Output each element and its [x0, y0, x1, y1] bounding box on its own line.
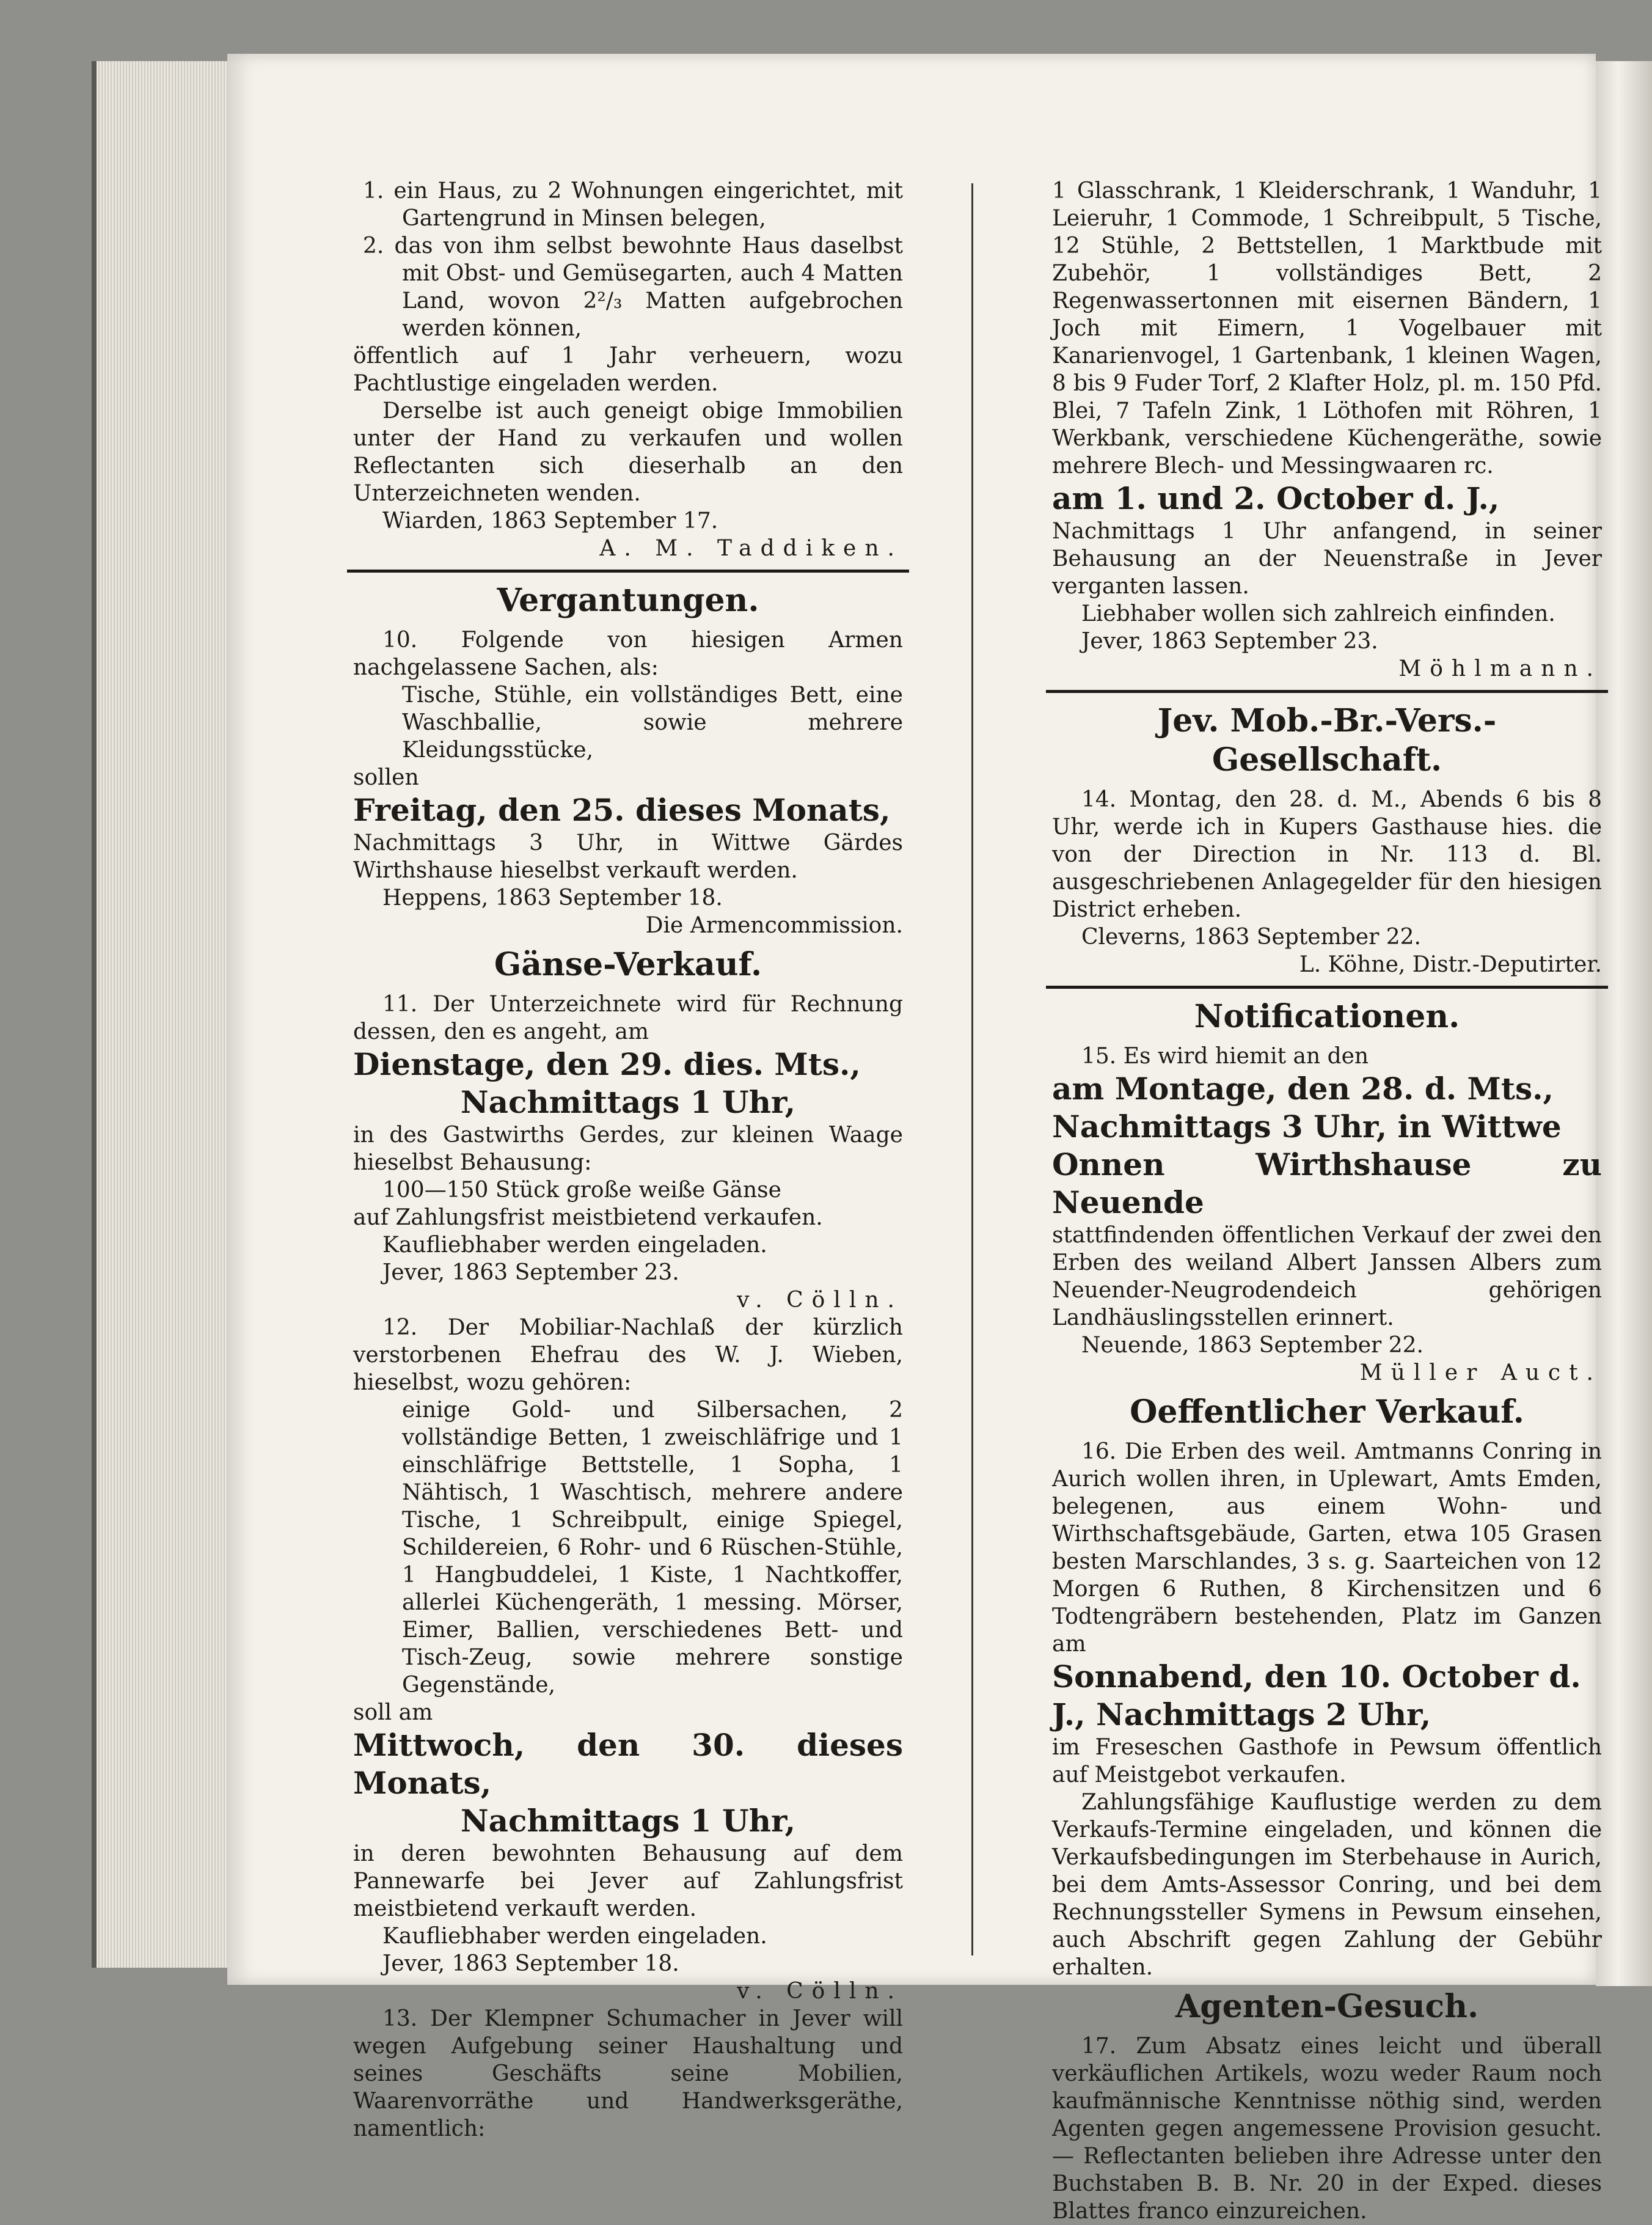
heading-agenten-gesuch: Agenten-Gesuch. — [1175, 1988, 1479, 2025]
ad11-date-1: Dienstage, den 29. dies. Mts., — [353, 1046, 861, 1082]
ad1-place: Wiarden, 1863 September 17. — [382, 508, 718, 533]
ad10-place: Heppens, 1863 September 18. — [382, 885, 723, 911]
ad14-signature: L. Köhne, Distr.-Deputirter. — [1299, 952, 1602, 977]
ad15-big-1: am Montage, den 28. d. Mts., — [1052, 1071, 1554, 1107]
heading-vergantungen: Vergantungen. — [497, 582, 759, 619]
column-divider — [971, 183, 973, 1956]
section-rule — [1046, 986, 1608, 989]
ad14-place: Cleverns, 1863 September 22. — [1081, 925, 1421, 950]
ad12-date-1: Mittwoch, den 30. dieses Monats, — [353, 1727, 903, 1801]
ad15-signature: Müller Auct. — [1359, 1360, 1602, 1385]
ad1-text: öffentlich auf 1 Jahr verheuern, wozu Pachtlustige eingeladen werden. — [353, 343, 903, 396]
ad12-text: in deren bewohnten Behausung auf dem Pannewarfe bei Jever auf Zahlungsfrist meistbietend verkauft werden. — [353, 1841, 903, 1921]
ad1-signature: A. M. Taddiken. — [599, 536, 903, 561]
ad11-intro: 11. Der Unterzeichnete wird für Rechnung dessen, den es angeht, am — [353, 992, 903, 1044]
ad16-big-1: Sonnabend, den 10. October d. — [1052, 1659, 1581, 1695]
ad15-text: stattfindenden öffentlichen Verkauf der zwei den Erben des weiland Albert Janssen Albers zum Neuender-Neugrodendeich gehörigen Landhäuslingsstellen erinnert. — [1052, 1223, 1602, 1330]
ad16-text-2: im Freseschen Gasthofe in Pewsum öffentlich auf Meistgebot verkaufen. — [1052, 1735, 1602, 1787]
ad16-text: 16. Die Erben des weil. Amtmanns Conring in Aurich wollen ihren, in Uplewart, Amts Emden, belegenen, aus einem Wohn- und Wirthschaftsgebäude, Garten, etwa 105 Grasen besten Marschlandes, 3 s. g. Saarteichen von 12 Morgen 6 Ruthen, 8 Kirchensitzen und 6 Todtengräbern bestehenden, Platz im Ganzen am — [1052, 1439, 1602, 1657]
ad10-date: Freitag, den 25. dieses Monats, — [353, 792, 891, 828]
ad1-item-1: 1. ein Haus, zu 2 Wohnungen eingerichtet, mit Gartengrund in Minsen belegen, — [363, 178, 903, 231]
ad15-big-2: Nachmittags 3 Uhr, in Wittwe — [1052, 1109, 1562, 1145]
heading-gaense-verkauf: Gänse-Verkauf. — [494, 946, 762, 983]
ad11-date-2: Nachmittags 1 Uhr, — [460, 1084, 796, 1120]
ad11-signature: v. Cölln. — [737, 1288, 903, 1313]
ad1-text-2: Derselbe ist auch geneigt obige Immobilien unter der Hand zu verkaufen und wollen Reflectanten sich dieserhalb an den Unterzeichneten wenden. — [353, 398, 903, 506]
ad13-text-right: Nachmittags 1 Uhr anfangend, in seiner Behausung an der Neuenstraße in Jever verganten lassen. — [1052, 519, 1602, 599]
ad11-text-2: auf Zahlungsfrist meistbietend verkaufen. — [353, 1205, 823, 1230]
ad13-date: am 1. und 2. October d. J., — [1052, 480, 1500, 516]
ad11-goods: 100—150 Stück große weiße Gänse — [382, 1178, 781, 1203]
ad10-sollen: sollen — [353, 765, 419, 790]
ad13-text-2: Liebhaber wollen sich zahlreich einfinden. — [1081, 601, 1555, 626]
ad12-signature: v. Cölln. — [737, 1979, 903, 2004]
ad1-item-2: 2. das von ihm selbst bewohnte Haus daselbst mit Obst- und Gemüsegarten, auch 4 Matten Land, wovon 2²/₃ Matten aufgebrochen werden können, — [363, 233, 903, 341]
ad11-text-1: in des Gastwirths Gerdes, zur kleinen Waage hieselbst Behausung: — [353, 1123, 903, 1175]
book-spine-edge — [1596, 61, 1652, 1986]
ad12-date-2: Nachmittags 1 Uhr, — [460, 1803, 796, 1839]
ad11-text-3: Kaufliebhaber werden eingeladen. — [382, 1233, 767, 1258]
ad15-intro: 15. Es wird hiemit an den — [1081, 1044, 1369, 1069]
ad14-text: 14. Montag, den 28. d. M., Abends 6 bis 8 Uhr, werde ich in Kupers Gasthause hies. die von der Direction in Nr. 113 d. Bl. ausgeschriebenen Anlagegelder für den hiesigen District erheben. — [1052, 787, 1602, 922]
left-column — [353, 177, 903, 2143]
ad16-text-3: Zahlungsfähige Kauflustige werden zu dem Verkaufs-Termine eingeladen, und können die Verkaufsbedingungen im Sterbehause in Aurich, bei dem Amts-Assessor Conring, und bei dem Rechnungssteller Symens in Pewsum einsehen, auch Abschrift gegen Zahlung der Gebühr erhalten. — [1052, 1790, 1602, 1980]
ad12-text-2: Kaufliebhaber werden eingeladen. — [382, 1924, 767, 1949]
ad17-text: 17. Zum Absatz eines leicht und überall verkäuflichen Artikels, wozu weder Raum noch kaufmännische Kenntnisse nöthig sind, werden Agenten gegen angemessene Provision gesucht. — Reflectanten belieben ihre Adresse unter den Buchstaben B. B. Nr. 20 in der Exped. dieses Blattes franco einzureichen. — [1052, 2034, 1602, 2224]
ad13-items: 1 Glasschrank, 1 Kleiderschrank, 1 Wanduhr, 1 Leieruhr, 1 Commode, 1 Schreibpult, 5 Tische, 12 Stühle, 2 Bettstellen, 1 Marktbude mit Zubehör, 1 vollständiges Bett, 2 Regenwassertonnen mit eisernen Bändern, 1 Joch mit Eimern, 1 Vogelbauer mit Kanarienvogel, 1 Gartenbank, 1 kleinen Wagen, 8 bis 9 Fuder Torf, 2 Klafter Holz, pl. m. 150 Pfd. Blei, 7 Tafeln Zink, 1 Löthofen mit Röhren, 1 Werkbank, verschiedene Küchengeräthe, sowie mehrere Blech- und Messingwaaren rc. — [1052, 178, 1602, 478]
ad10-text: Nachmittags 3 Uhr, in Wittwe Gärdes Wirthshause hieselbst verkauft werden. — [353, 830, 903, 883]
ad12-soll: soll am — [353, 1700, 433, 1725]
ad12-place: Jever, 1863 September 18. — [382, 1951, 679, 1976]
ad15-big-3: Onnen Wirthshause zu Neuende — [1052, 1146, 1602, 1220]
right-column — [1052, 177, 1602, 2225]
heading-notificationen: Notificationen. — [1194, 998, 1460, 1035]
section-rule — [347, 570, 909, 573]
book-page-edges — [92, 61, 243, 1968]
ad12-items: einige Gold- und Silbersachen, 2 vollständige Betten, 1 zweischläfrige und 1 einschläfrige Bettstelle, 1 Sopha, 1 Nähtisch, 1 Waschtisch, mehrere andere Tische, 1 Schreibpult, einige Spiegel, Schildereien, 6 Rohr- und 6 Rüschen-Stühle, 1 Hangbuddelei, 1 Kiste, 1 Nachtkoffer, allerlei Küchengeräth, 1 messing. Mörser, Eimer, Ballien, verschiedenes Bett- und Tisch-Zeug, sowie mehrere sonstige Gegenstände, — [402, 1398, 903, 1698]
heading-oeffentlicher-verkauf: Oeffentlicher Verkauf. — [1130, 1393, 1524, 1431]
ad13-signature: Möhlmann. — [1398, 656, 1602, 681]
ad12-intro: 12. Der Mobiliar-Nachlaß der kürzlich verstorbenen Ehefrau des W. J. Wieben, hieselbst, wozu gehören: — [353, 1315, 903, 1395]
ad13-place: Jever, 1863 September 23. — [1081, 629, 1378, 654]
ad16-big-2: J., Nachmittags 2 Uhr, — [1052, 1696, 1431, 1732]
ad10-intro: 10. Folgende von hiesigen Armen nachgelassene Sachen, als: — [353, 628, 903, 680]
ad10-items: Tische, Stühle, ein vollständiges Bett, eine Waschballie, sowie mehrere Kleidungsstücke, — [402, 683, 903, 763]
ad11-place: Jever, 1863 September 23. — [382, 1260, 679, 1285]
ad13-text: 13. Der Klempner Schumacher in Jever will wegen Aufgebung seiner Haushaltung und seines Geschäfts seine Mobilien, Waarenvorräthe und Handwerksgeräthe, namentlich: — [353, 2006, 903, 2141]
heading-jev-gesellschaft: Jev. Mob.-Br.-Vers.-Gesellschaft. — [1157, 702, 1497, 779]
ad10-signature: Die Armencommission. — [645, 913, 903, 938]
section-rule — [1046, 690, 1608, 693]
ad15-place: Neuende, 1863 September 22. — [1081, 1333, 1424, 1358]
